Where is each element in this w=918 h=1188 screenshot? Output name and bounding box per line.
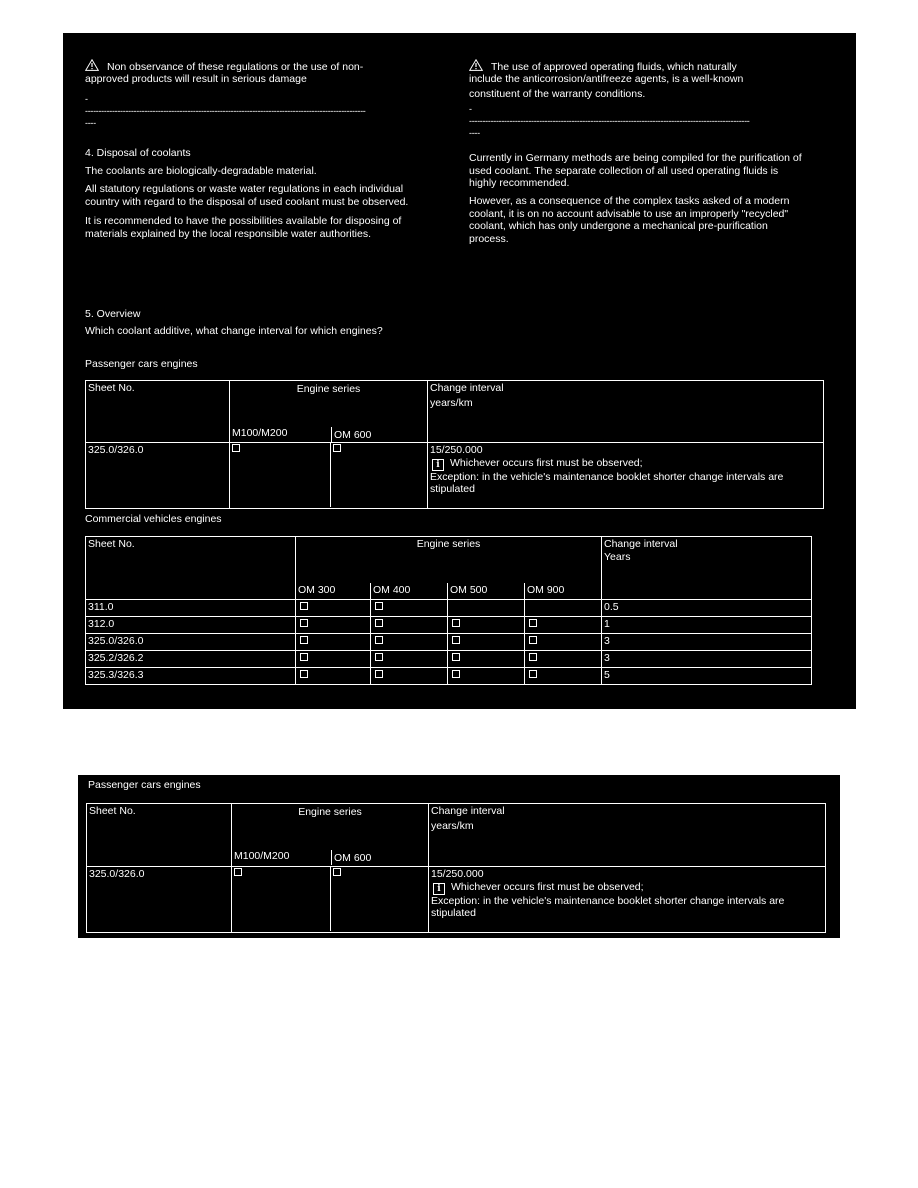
table-row bbox=[86, 617, 812, 634]
document-panel-repeat bbox=[78, 775, 840, 938]
table-header-row bbox=[86, 381, 824, 443]
checkbox-icon bbox=[375, 636, 383, 644]
engine-check-cell bbox=[525, 634, 602, 651]
change-interval-label: Change interval bbox=[604, 538, 678, 550]
exception-text: Exception: in the vehicle's maintenance booklet shorter change intervals are stipulated bbox=[430, 470, 784, 495]
engine-series-label: Engine series bbox=[296, 383, 361, 395]
info-note: Whichever occurs first must be observed; bbox=[451, 880, 644, 893]
change-interval-unit: Years bbox=[604, 550, 631, 563]
warning-triangle-icon bbox=[85, 59, 99, 71]
engine-check-cell bbox=[525, 617, 602, 634]
col-change-interval bbox=[428, 381, 824, 443]
warning-triangle-icon bbox=[469, 59, 483, 71]
engine-check-cell bbox=[525, 600, 602, 617]
engine-check-cell bbox=[448, 634, 525, 651]
engine-check-cell bbox=[296, 617, 371, 634]
document-panel-main bbox=[63, 33, 856, 709]
table-row bbox=[86, 668, 812, 685]
engine-check-cell bbox=[296, 668, 371, 685]
sub-om900: OM 900 bbox=[525, 583, 602, 600]
row-engine-checks bbox=[230, 443, 428, 509]
interval-value: 15/250.000 bbox=[430, 444, 483, 456]
checkbox-icon bbox=[300, 619, 308, 627]
commercial-table-body bbox=[86, 600, 812, 685]
engine-series-label: Engine series bbox=[298, 806, 362, 818]
recycled-coolant-para: However, as a consequence of the complex tasks asked of a modern coolant, it is on no account advisable to use an improperly "recycled" coolant, which has only undergone a mechanical pre-purification process. bbox=[469, 195, 790, 245]
separator-long: -------------------------------------------------------------------------------------------------------- bbox=[85, 106, 366, 116]
engine-check-cell bbox=[525, 668, 602, 685]
warning-right-text1: The use of approved operating fluids, which naturally bbox=[491, 61, 737, 73]
table-row bbox=[86, 600, 812, 617]
sub-om600: OM 600 bbox=[331, 427, 371, 442]
col-change-interval bbox=[429, 804, 826, 867]
interval-value: 15/250.000 bbox=[431, 868, 484, 880]
row-change-years: 3 bbox=[602, 634, 812, 651]
checkbox-icon bbox=[300, 670, 308, 678]
separator-tail: ---- bbox=[85, 118, 96, 128]
engine-check-cell bbox=[448, 668, 525, 685]
checkbox-icon bbox=[375, 653, 383, 661]
row-sheet-no: 325.0/326.0 bbox=[86, 443, 230, 509]
engine-check-cell bbox=[525, 651, 602, 668]
row-sheet-no: 311.0 bbox=[86, 600, 296, 617]
sub-om500: OM 500 bbox=[448, 583, 525, 600]
row-change-years: 0.5 bbox=[602, 600, 812, 617]
change-interval-label: Change interval bbox=[430, 382, 504, 394]
checkbox-icon bbox=[529, 636, 537, 644]
table-header-row bbox=[86, 537, 812, 583]
change-interval-unit: years/km bbox=[430, 396, 473, 409]
table-header-row bbox=[87, 804, 826, 867]
checkbox-icon bbox=[452, 636, 460, 644]
checkbox-icon bbox=[300, 602, 308, 610]
row-sheet-no: 312.0 bbox=[86, 617, 296, 634]
row-change-years: 1 bbox=[602, 617, 812, 634]
warning-left-text1: Non observance of these regulations or the use of non- bbox=[107, 61, 364, 73]
passenger-table-title: Passenger cars engines bbox=[85, 358, 198, 370]
passenger-engines-table bbox=[85, 380, 824, 509]
col-engine-series bbox=[230, 381, 428, 443]
col-engine-series: Engine series bbox=[296, 537, 602, 583]
checkbox-icon bbox=[529, 653, 537, 661]
col-sheet-no: Sheet No. bbox=[86, 537, 296, 600]
purification-para: Currently in Germany methods are being compiled for the purification of used coolant. The separate collection of all used operating fluids is highly recommended. bbox=[469, 152, 802, 189]
change-interval-label: Change interval bbox=[431, 805, 505, 817]
row-engine-checks bbox=[232, 867, 429, 933]
engine-check-cell bbox=[371, 600, 448, 617]
checkbox-icon bbox=[529, 619, 537, 627]
checkbox-icon bbox=[333, 868, 341, 876]
table-row bbox=[86, 651, 812, 668]
section5-heading: 5. Overview bbox=[85, 308, 141, 320]
section4-para2: All statutory regulations or waste water regulations in each individual country with regard to the disposal of used coolant must be observed. bbox=[85, 183, 409, 208]
exception-text: Exception: in the vehicle's maintenance booklet shorter change intervals are stipulated bbox=[431, 894, 785, 919]
col-engine-series bbox=[232, 804, 429, 867]
warning-left-line2: approved products will result in serious damage bbox=[85, 73, 307, 85]
engine-check-cell bbox=[448, 651, 525, 668]
checkbox-icon bbox=[375, 619, 383, 627]
engine-check-cell bbox=[296, 600, 371, 617]
checkbox-icon bbox=[529, 670, 537, 678]
row-change-years: 5 bbox=[602, 668, 812, 685]
section4-para1: The coolants are biologically-degradable material. bbox=[85, 165, 317, 177]
separator-long: -------------------------------------------------------------------------------------------------------- bbox=[469, 116, 750, 126]
separator-short: - bbox=[469, 104, 472, 114]
passenger-table-title: Passenger cars engines bbox=[88, 779, 201, 791]
table-row bbox=[87, 867, 826, 933]
checkbox-icon bbox=[234, 868, 242, 876]
row-sheet-no: 325.3/326.3 bbox=[86, 668, 296, 685]
row-sheet-no: 325.0/326.0 bbox=[86, 634, 296, 651]
col-sheet-no: Sheet No. bbox=[86, 381, 230, 443]
checkbox-icon bbox=[333, 444, 341, 452]
sub-om600: OM 600 bbox=[331, 850, 371, 865]
sub-m100: M100/M200 bbox=[234, 850, 290, 862]
commercial-engines-table bbox=[85, 536, 812, 685]
section4-para3: It is recommended to have the possibilities available for disposing of materials explained by the local responsible water authorities. bbox=[85, 215, 402, 240]
table-row bbox=[86, 634, 812, 651]
col-change-interval bbox=[602, 537, 812, 600]
engine-subheaders bbox=[232, 850, 428, 865]
change-interval-unit: years/km bbox=[431, 819, 474, 832]
row-interval bbox=[428, 443, 824, 509]
commercial-table-title: Commercial vehicles engines bbox=[85, 513, 222, 525]
warning-right-line2: include the anticorrosion/antifreeze agents, is a well-known bbox=[469, 73, 744, 85]
warning-left-line1 bbox=[85, 59, 363, 74]
checkbox-icon bbox=[452, 670, 460, 678]
engine-check-cell bbox=[448, 600, 525, 617]
checkbox-icon bbox=[452, 653, 460, 661]
table-row bbox=[86, 443, 824, 509]
engine-check-cell bbox=[371, 668, 448, 685]
engine-check-cell bbox=[296, 634, 371, 651]
engine-check-cell bbox=[371, 634, 448, 651]
sub-m100: M100/M200 bbox=[232, 427, 288, 439]
checkbox-icon bbox=[375, 670, 383, 678]
info-icon: i bbox=[432, 459, 444, 471]
warning-right-line1 bbox=[469, 59, 737, 74]
row-change-years: 3 bbox=[602, 651, 812, 668]
checkbox-icon bbox=[300, 636, 308, 644]
engine-check-cell bbox=[371, 651, 448, 668]
info-icon: i bbox=[433, 883, 445, 895]
separator-tail: ---- bbox=[469, 128, 480, 138]
sub-om300: OM 300 bbox=[296, 583, 371, 600]
checkbox-icon bbox=[232, 444, 240, 452]
engine-subheaders bbox=[230, 427, 427, 442]
checkbox-icon bbox=[375, 602, 383, 610]
engine-check-cell bbox=[296, 651, 371, 668]
section4-heading: 4. Disposal of coolants bbox=[85, 147, 191, 159]
warning-right-line3: constituent of the warranty conditions. bbox=[469, 88, 646, 100]
section5-question: Which coolant additive, what change interval for which engines? bbox=[85, 325, 383, 337]
row-sheet-no: 325.2/326.2 bbox=[86, 651, 296, 668]
row-interval bbox=[429, 867, 826, 933]
passenger-engines-table bbox=[86, 803, 826, 933]
sub-om400: OM 400 bbox=[371, 583, 448, 600]
engine-check-cell bbox=[448, 617, 525, 634]
checkbox-icon bbox=[300, 653, 308, 661]
separator-short: - bbox=[85, 94, 88, 104]
col-sheet-no: Sheet No. bbox=[87, 804, 232, 867]
info-note: Whichever occurs first must be observed; bbox=[450, 456, 643, 469]
row-sheet-no: 325.0/326.0 bbox=[87, 867, 232, 933]
engine-check-cell bbox=[371, 617, 448, 634]
checkbox-icon bbox=[452, 619, 460, 627]
